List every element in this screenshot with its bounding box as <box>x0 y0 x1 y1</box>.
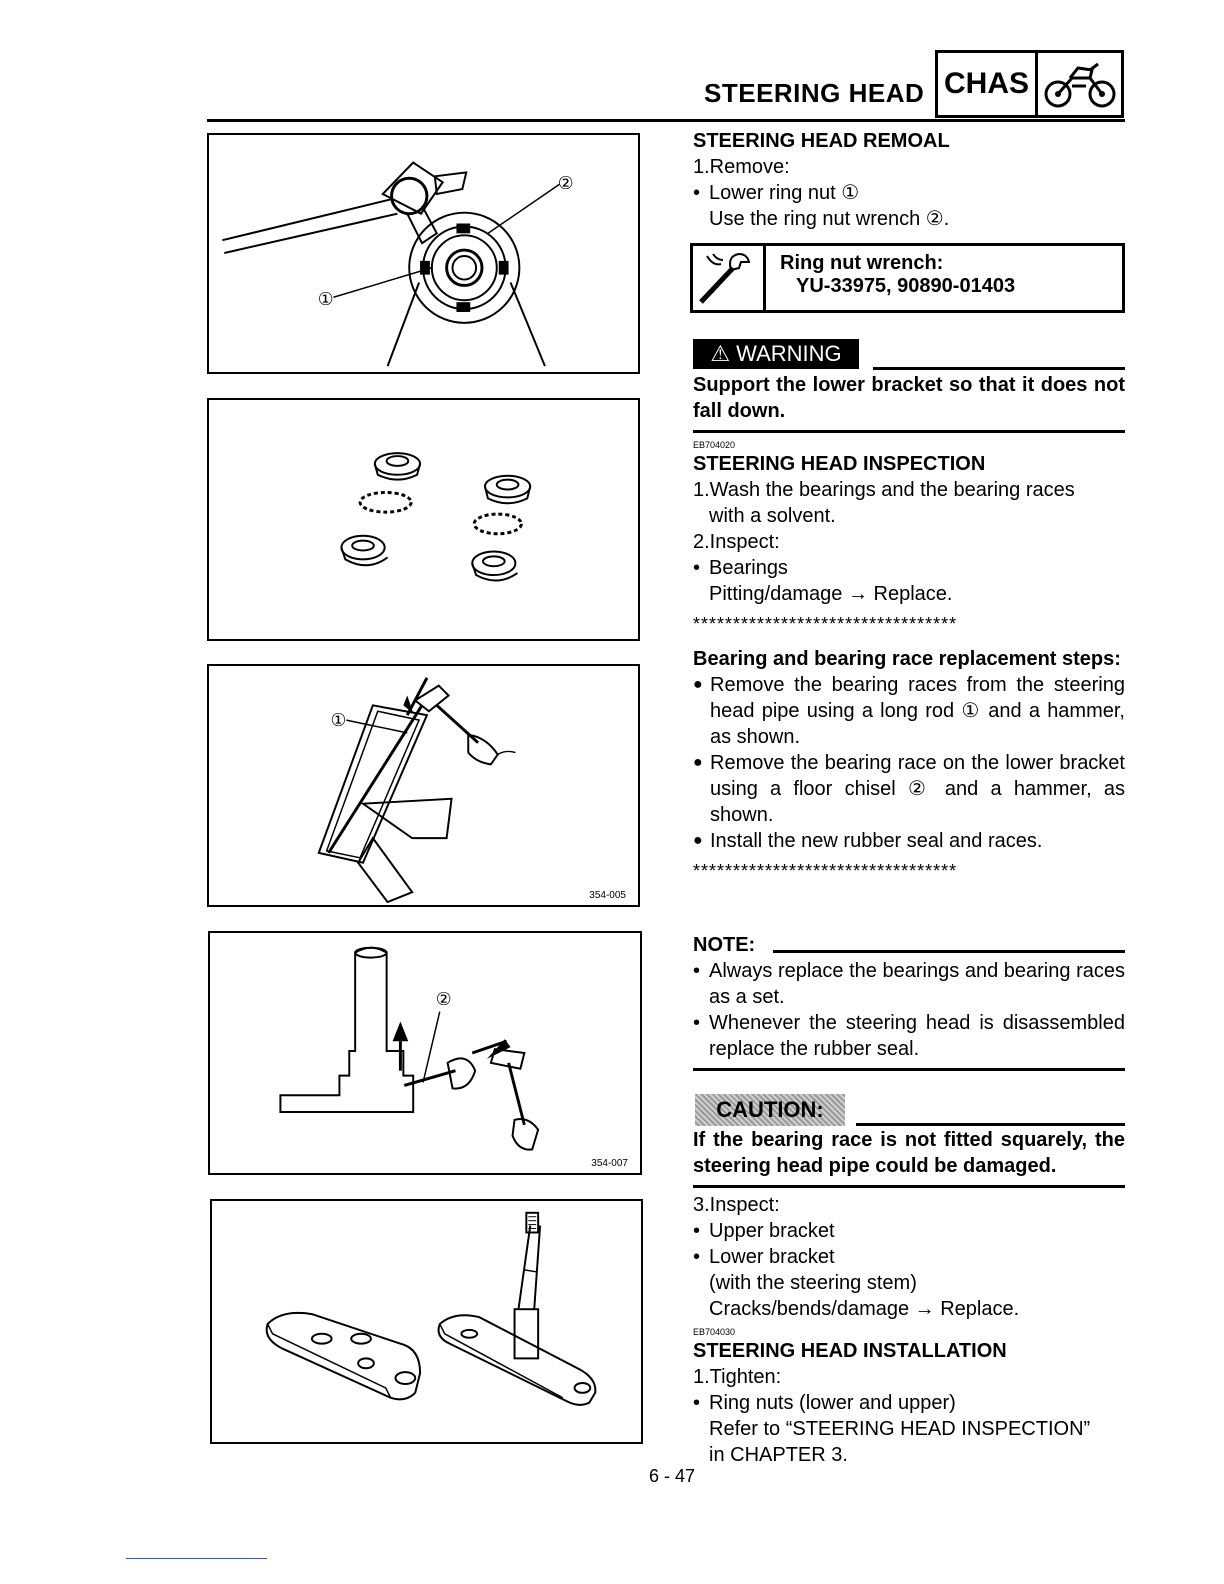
step: 3.Inspect: <box>693 1194 780 1216</box>
page-title: STEERING HEAD <box>704 78 925 108</box>
section-code: CHAS <box>938 53 1038 115</box>
figure-number: 354-005 <box>589 890 626 901</box>
figure-bearings <box>207 398 640 641</box>
caution-text: If the bearing race is not fitted squarely, the steering head pipe could be damaged. <box>693 1129 1125 1177</box>
list-item: • Upper bracket <box>693 1218 1125 1244</box>
section-code: EB704030 <box>693 1327 736 1337</box>
figure-long-rod-hammer <box>207 664 640 907</box>
list-item: ● Remove the bearing races from the steering head pipe using a long rod ① and a hammer, as shown. <box>693 672 1125 750</box>
callout-2: ② <box>435 989 452 1010</box>
note-label: NOTE: <box>693 934 756 956</box>
note-rule <box>773 950 1125 953</box>
warning-rule <box>873 367 1125 370</box>
section-badge <box>935 50 1124 118</box>
figure-brackets <box>210 1199 643 1444</box>
list-item: ● Remove the bearing race on the lower bracket using a floor chisel ② and a hammer, as shown. <box>693 750 1125 828</box>
caution-rule <box>856 1123 1125 1126</box>
step-continued: with a solvent. <box>709 505 836 527</box>
list-item: • Whenever the steering head is disassembled replace the rubber seal. <box>693 1010 1125 1062</box>
warning-label: ⚠ WARNING <box>693 339 859 369</box>
figure-number: 354-007 <box>591 1158 628 1169</box>
step: 1.Tighten: <box>693 1366 782 1388</box>
motorcycle-icon <box>1038 53 1121 115</box>
sub-text: (with the steering stem) <box>709 1272 917 1294</box>
caution-section <box>693 1127 1125 1188</box>
callout-2: ② <box>557 174 574 195</box>
section-heading: STEERING HEAD REMOAL <box>693 130 950 152</box>
list-item: • Always replace the bearings and bearing races as a set. <box>693 958 1125 1010</box>
list-item: • Lower ring nut ① <box>693 180 1125 206</box>
inspect-brackets-section <box>693 1192 1125 1322</box>
ring-nut-wrench-icon <box>693 246 766 310</box>
tool-part-number: YU-33975, 90890-01403 <box>796 275 1016 297</box>
section-heading: Bearing and bearing race replacement steps: <box>693 648 1121 670</box>
header-rule <box>207 119 1125 122</box>
step: 1.Remove: <box>693 156 790 178</box>
section-heading: STEERING HEAD INSTALLATION <box>693 1340 1007 1362</box>
inspection-section <box>693 440 1125 637</box>
list-item: • Bearings <box>693 555 1125 581</box>
installation-section <box>693 1327 1125 1468</box>
special-tool-box <box>690 243 1125 313</box>
page-number: 6 - 47 <box>649 1466 696 1486</box>
sub-text: Use the ring nut wrench ②. <box>709 208 950 230</box>
star-separator: ********************************* <box>693 861 958 881</box>
list-item: ● Install the new rubber seal and races. <box>693 828 1125 854</box>
sub-text: Pitting/damage → Replace. <box>709 583 953 605</box>
list-item: • Ring nuts (lower and upper) <box>693 1390 1125 1416</box>
section-code: EB704020 <box>693 440 736 450</box>
section-heading: STEERING HEAD INSPECTION <box>693 453 986 475</box>
footer-link-line <box>126 1558 267 1559</box>
warning-text: Support the lower bracket so that it does not fall down. <box>693 374 1125 422</box>
callout-1: ① <box>317 290 334 311</box>
star-separator: ********************************* <box>693 614 958 634</box>
caution-bottom-rule <box>693 1185 1125 1188</box>
sub-text: in CHAPTER 3. <box>709 1444 848 1466</box>
callout-1: ① <box>330 710 347 731</box>
figure-ring-nut-wrench <box>207 133 640 374</box>
caution-label: CAUTION: <box>695 1094 845 1126</box>
step: 2.Inspect: <box>693 531 780 553</box>
sub-text: Cracks/bends/damage → Replace. <box>709 1298 1020 1320</box>
figure-floor-chisel <box>208 931 642 1175</box>
note-bottom-rule <box>693 1068 1125 1071</box>
removal-section <box>693 128 1125 232</box>
replacement-section <box>693 646 1125 884</box>
step: 1.Wash the bearings and the bearing races <box>693 479 1075 501</box>
tool-label: Ring nut wrench: <box>780 252 944 274</box>
warning-bottom-rule <box>693 430 1125 433</box>
list-item: • Lower bracket <box>693 1244 1125 1270</box>
warning-section <box>693 372 1125 433</box>
sub-text: Refer to “STEERING HEAD INSPECTION” <box>709 1418 1091 1440</box>
